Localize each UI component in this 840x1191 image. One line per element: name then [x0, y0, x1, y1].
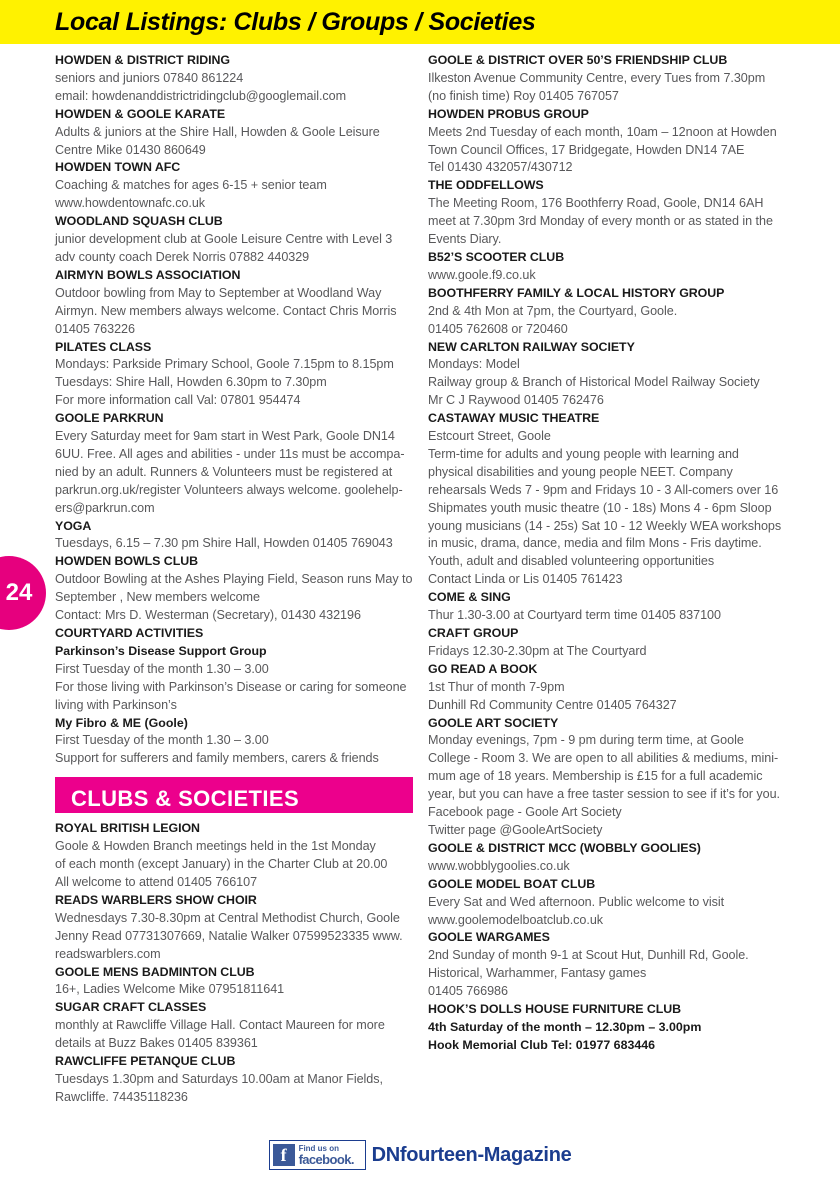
listing-entry-line: Monday evenings, 7pm - 9 pm during term time, at Goole	[428, 733, 744, 748]
listing-entry-title: COME & SING	[428, 590, 511, 605]
listing-entry-line: 1st Thur of month 7-9pm	[428, 679, 565, 694]
listing-entry-line: living with Parkinson’s	[55, 697, 177, 712]
listing-entry-line: College - Room 3. We are open to all abilities & mediums, mini-	[428, 751, 779, 766]
left-listing-column	[55, 52, 413, 1107]
listing-entry-line: For more information call Val: 07801 954474	[55, 393, 301, 408]
listing-entry-line: Airmyn. New members always welcome. Contact Chris Morris	[55, 303, 397, 318]
listing-entry-line: First Tuesday of the month 1.30 – 3.00	[55, 661, 269, 676]
listing-entry-line: Jenny Read 07731307669, Natalie Walker 07599523335 www.	[55, 928, 403, 943]
listing-entry-title: CRAFT GROUP	[428, 626, 519, 640]
listing-entry-line: 2nd Sunday of month 9-1 at Scout Hut, Dunhill Rd, Goole.	[428, 948, 749, 963]
listing-entry-line: Tuesdays: Shire Hall, Howden 6.30pm to 7.30pm	[55, 375, 327, 390]
listing-entry-title: GOOLE MODEL BOAT CLUB	[428, 876, 596, 891]
listing-entry-title: READS WARBLERS SHOW CHOIR	[55, 892, 257, 907]
listing-entry-line: Outdoor bowling from May to September at Woodland Way	[55, 285, 382, 300]
listing-entry-title: HOOK’S DOLLS HOUSE FURNITURE CLUB	[428, 1002, 682, 1017]
listing-entry-line: For those living with Parkinson’s Disease or caring for someone	[55, 679, 407, 694]
listing-entry-line: monthly at Rawcliffe Village Hall. Contact Maureen for more	[55, 1018, 385, 1033]
listing-entry-line: junior development club at Goole Leisure Centre with Level 3	[55, 232, 393, 247]
facebook-find-us-label: Find us on	[298, 1143, 339, 1153]
listing-entry-line: All welcome to attend 01405 766107	[55, 874, 258, 889]
listing-entry-line: Events Diary.	[428, 232, 502, 247]
listing-entry-line: Fridays 12.30-2.30pm at The Courtyard	[428, 643, 647, 658]
listing-entry-line: 01405 763226	[55, 321, 135, 336]
listing-entry-line: Tuesdays 1.30pm and Saturdays 10.00am at Manor Fields,	[55, 1071, 383, 1086]
listing-entry-title: SUGAR CRAFT CLASSES	[55, 1000, 207, 1015]
listing-entry-line: seniors and juniors 07840 861224	[55, 70, 244, 85]
listing-entry-line: Wednesdays 7.30-8.30pm at Central Methodist Church, Goole	[55, 910, 400, 925]
listing-entry-line: www.howdentownafc.co.uk	[55, 196, 206, 211]
listing-entry-line: Facebook page - Goole Art Society	[428, 805, 622, 820]
listing-entry-line: Mr C J Raywood 01405 762476	[428, 393, 604, 408]
listing-entry-title: GO READ A BOOK	[428, 661, 538, 676]
page-footer	[0, 1140, 840, 1170]
listing-entry-line: Historical, Warhammer, Fantasy games	[428, 966, 647, 981]
listing-entry-line: Mondays: Model	[428, 357, 520, 372]
listing-entry-line: Ilkeston Avenue Community Centre, every Tues from 7.30pm	[428, 70, 766, 85]
listing-entry-line: readswarblers.com	[55, 946, 161, 961]
listing-entry-line: Adults & juniors at the Shire Hall, Howden & Goole Leisure	[55, 124, 380, 139]
clubs-societies-section-banner	[55, 777, 413, 813]
listing-entry-title: GOOLE MENS BADMINTON CLUB	[55, 964, 255, 979]
listing-entry-title: GOOLE PARKRUN	[55, 411, 164, 426]
page-header-banner	[0, 0, 840, 44]
listing-entry-line: details at Buzz Bakes 01405 839361	[55, 1036, 258, 1051]
listing-entry-line: Tel 01430 432057/430712	[428, 160, 573, 175]
listing-entry-line: Estcourt Street, Goole	[428, 429, 551, 444]
listing-entry-title: GOOLE WARGAMES	[428, 930, 550, 945]
listing-entry-line: email: howdenanddistrictridingclub@googlemail.com	[55, 88, 347, 103]
listing-entry-line: Shipmates youth music theatre (10 - 18s) Mons 4 - 6pm Sloop	[428, 500, 772, 515]
facebook-wordmark: facebook.	[298, 1151, 354, 1167]
listing-entry-title: GOOLE & DISTRICT MCC (WOBBLY GOOLIES)	[428, 840, 701, 855]
listing-entry-title: YOGA	[55, 518, 92, 533]
listing-entry-line: parkrun.org.uk/register Volunteers always welcome. goolehelp-	[55, 482, 403, 497]
magazine-name: DNfourteen-Magazine	[371, 1143, 572, 1166]
listing-entry-subtitle: Parkinson’s Disease Support Group	[55, 643, 267, 658]
page-number-label: 24	[5, 579, 33, 606]
listing-entry-line: Term-time for adults and young people with learning and	[428, 446, 739, 461]
listing-entry-line: Contact: Mrs D. Westerman (Secretary), 01430 432196	[55, 608, 361, 623]
listing-entry-line: Meets 2nd Tuesday of each month, 10am – 12noon at Howden	[428, 124, 777, 139]
listing-entry-title: WOODLAND SQUASH CLUB	[55, 214, 223, 229]
facebook-icon: f	[273, 1144, 295, 1166]
listing-entry-title: GOOLE ART SOCIETY	[428, 715, 559, 730]
listing-entry-title: GOOLE & DISTRICT OVER 50’S FRIENDSHIP CLUB	[428, 53, 728, 67]
listing-entry-line: Centre Mike 01430 860649	[55, 142, 206, 157]
listing-entry-title: THE ODDFELLOWS	[428, 178, 544, 193]
listing-entry-line: Mondays: Parkside Primary School, Goole 7.15pm to 8.15pm	[55, 357, 394, 372]
listing-entry-subtitle: 4th Saturday of the month – 12.30pm – 3.00pm	[428, 1019, 702, 1034]
listing-entry-line: (no finish time) Roy 01405 767057	[428, 88, 619, 103]
listing-entry-line: The Meeting Room, 176 Boothferry Road, Goole, DN14 6AH	[428, 196, 764, 211]
listing-entry-line: Every Sat and Wed afternoon. Public welcome to visit	[428, 894, 725, 909]
facebook-badge-words	[299, 1145, 354, 1166]
listing-entry-line: Support for sufferers and family members, carers & friends	[55, 751, 379, 766]
facebook-badge[interactable]	[269, 1140, 366, 1170]
listing-entry-line: nied by an adult. Runners & Volunteers must be registered at	[55, 464, 393, 479]
listing-entry-line: year, but you can have a free taster session to see if it’s for you.	[428, 787, 780, 802]
listing-entry-line: www.wobblygoolies.co.uk	[428, 858, 570, 873]
listing-entry-line: Outdoor Bowling at the Ashes Playing Field, Season runs May to	[55, 572, 413, 587]
listing-entry-line: Town Council Offices, 17 Bridgegate, Howden DN14 7AE	[428, 142, 745, 157]
listing-entry-line: of each month (except January) in the Charter Club at 20.00	[55, 857, 388, 872]
listing-entry-line: Tuesdays, 6.15 – 7.30 pm Shire Hall, Howden 01405 769043	[55, 536, 393, 551]
listing-entry-line: Goole & Howden Branch meetings held in the 1st Monday	[55, 839, 376, 854]
listing-entry-line: Rawcliffe. 74435118236	[55, 1089, 188, 1104]
listing-entry-line: 01405 766986	[428, 984, 508, 999]
listing-entry-title: BOOTHFERRY FAMILY & LOCAL HISTORY GROUP	[428, 285, 725, 300]
listing-entry-subtitle: Hook Memorial Club Tel: 01977 683446	[428, 1037, 656, 1052]
listing-entry-line: Railway group & Branch of Historical Model Railway Society	[428, 375, 760, 390]
listing-entry-line: First Tuesday of the month 1.30 – 3.00	[55, 733, 269, 748]
listing-entry-line: Every Saturday meet for 9am start in West Park, Goole DN14	[55, 429, 395, 444]
listing-entry-line: physical disabilities and young people NEET. Company	[428, 464, 733, 479]
right-listing-column	[428, 52, 786, 1055]
page-number-badge	[0, 556, 46, 630]
listing-entry-title: HOWDEN TOWN AFC	[55, 160, 181, 175]
listing-entry-line: 01405 762608 or 720460	[428, 321, 568, 336]
listing-entry-line: Youth, adult and disabled volunteering opportunities	[428, 554, 715, 569]
listing-entry-line: September , New members welcome	[55, 590, 260, 605]
listing-entry-line: meet at 7.30pm 3rd Monday of every month or as stated in the	[428, 214, 773, 229]
listing-entry-title: B52’S SCOOTER CLUB	[428, 249, 565, 264]
listing-entry-line: ers@parkrun.com	[55, 500, 155, 515]
listing-entry-title: ROYAL BRITISH LEGION	[55, 821, 200, 836]
listing-entry-line: 2nd & 4th Mon at 7pm, the Courtyard, Goole.	[428, 303, 678, 318]
listing-entry-title: AIRMYN BOWLS ASSOCIATION	[55, 267, 241, 282]
listing-entry-title: RAWCLIFFE PETANQUE CLUB	[55, 1054, 236, 1069]
listing-entry-line: 6UU. Free. All ages and abilities - under 11s must be accompa-	[55, 446, 405, 461]
listing-entry-line: www.goolemodelboatclub.co.uk	[428, 912, 604, 927]
listing-entry-line: Contact Linda or Lis 01405 761423	[428, 572, 623, 587]
listing-entry-title: HOWDEN & DISTRICT RIDING	[55, 53, 231, 67]
listing-entry-title: PILATES CLASS	[55, 339, 152, 354]
listing-entry-line: 16+, Ladies Welcome Mike 07951811641	[55, 982, 285, 997]
listing-entry-line: Coaching & matches for ages 6-15 + senior team	[55, 178, 327, 193]
section-banner-label: CLUBS & SOCIETIES	[71, 786, 300, 812]
listing-entry-line: mum age of 18 years. Membership is £15 for a full academic	[428, 769, 763, 784]
listing-entry-title: HOWDEN BOWLS CLUB	[55, 554, 199, 569]
listing-entry-title: NEW CARLTON RAILWAY SOCIETY	[428, 339, 635, 354]
listing-entry-title: COURTYARD ACTIVITIES	[55, 626, 204, 640]
listing-entry-line: Twitter page @GooleArtSociety	[428, 822, 603, 837]
page-title: Local Listings: Clubs / Groups / Societies	[55, 8, 536, 36]
listing-entry-title: HOWDEN PROBUS GROUP	[428, 106, 589, 121]
listing-entry-line: www.goole.f9.co.uk	[428, 267, 536, 282]
listing-entry-line: young musicians (14 - 25s) Sat 10 - 12 Weekly WEA workshops	[428, 518, 782, 533]
listing-entry-title: CASTAWAY MUSIC THEATRE	[428, 411, 600, 426]
listing-entry-line: adv county coach Derek Norris 07882 440329	[55, 249, 310, 264]
listing-entry-subtitle: My Fibro & ME (Goole)	[55, 715, 188, 730]
listing-entry-line: Dunhill Rd Community Centre 01405 764327	[428, 697, 677, 712]
listing-entry-line: Thur 1.30-3.00 at Courtyard term time 01405 837100	[428, 608, 721, 623]
listing-entry-line: rehearsals Weds 7 - 9pm and Fridays 10 - 3 All-comers over 16	[428, 482, 779, 497]
listing-entry-line: in music, drama, dance, media and film Mons - Fris daytime.	[428, 536, 762, 551]
listing-entry-title: HOWDEN & GOOLE KARATE	[55, 106, 226, 121]
